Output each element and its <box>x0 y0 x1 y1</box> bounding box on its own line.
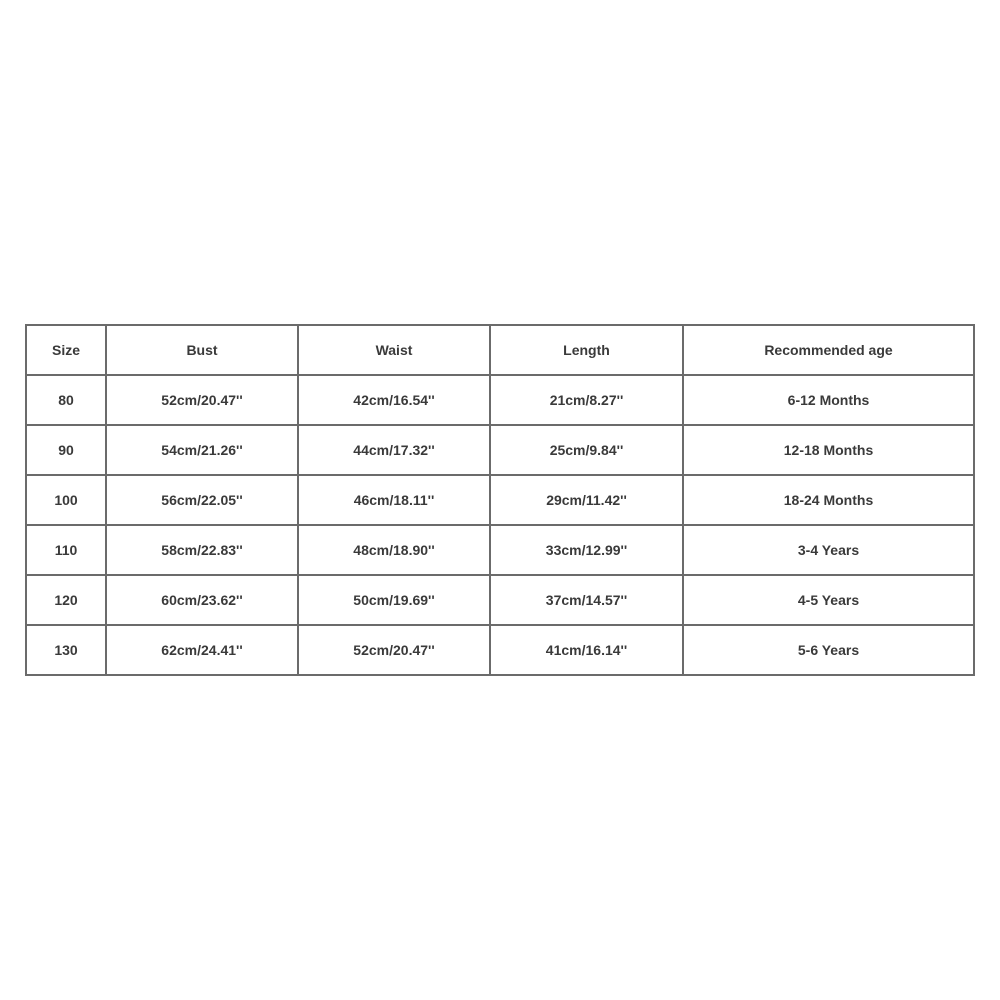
cell-waist: 46cm/18.11'' <box>299 476 491 526</box>
cell-bust: 54cm/21.26'' <box>107 426 299 476</box>
header-size: Size <box>27 326 107 376</box>
cell-size: 110 <box>27 526 107 576</box>
cell-waist: 48cm/18.90'' <box>299 526 491 576</box>
cell-size: 130 <box>27 626 107 676</box>
table-row <box>27 426 975 476</box>
header-row <box>27 326 975 376</box>
header-recommended-age: Recommended age <box>684 326 975 376</box>
cell-recommended-age: 3-4 Years <box>684 526 975 576</box>
header-waist: Waist <box>299 326 491 376</box>
cell-length: 37cm/14.57'' <box>491 576 684 626</box>
cell-waist: 44cm/17.32'' <box>299 426 491 476</box>
size-chart-table <box>25 324 975 676</box>
cell-size: 120 <box>27 576 107 626</box>
table-row <box>27 476 975 526</box>
cell-bust: 60cm/23.62'' <box>107 576 299 626</box>
cell-size: 90 <box>27 426 107 476</box>
cell-bust: 58cm/22.83'' <box>107 526 299 576</box>
cell-waist: 42cm/16.54'' <box>299 376 491 426</box>
header-bust: Bust <box>107 326 299 376</box>
cell-bust: 62cm/24.41'' <box>107 626 299 676</box>
cell-recommended-age: 4-5 Years <box>684 576 975 626</box>
cell-length: 33cm/12.99'' <box>491 526 684 576</box>
cell-waist: 50cm/19.69'' <box>299 576 491 626</box>
cell-length: 41cm/16.14'' <box>491 626 684 676</box>
header-length: Length <box>491 326 684 376</box>
cell-size: 100 <box>27 476 107 526</box>
cell-length: 25cm/9.84'' <box>491 426 684 476</box>
cell-recommended-age: 18-24 Months <box>684 476 975 526</box>
cell-recommended-age: 5-6 Years <box>684 626 975 676</box>
cell-recommended-age: 12-18 Months <box>684 426 975 476</box>
table-row <box>27 626 975 676</box>
cell-waist: 52cm/20.47'' <box>299 626 491 676</box>
table-row <box>27 526 975 576</box>
table-row <box>27 376 975 426</box>
cell-recommended-age: 6-12 Months <box>684 376 975 426</box>
cell-length: 21cm/8.27'' <box>491 376 684 426</box>
cell-size: 80 <box>27 376 107 426</box>
cell-bust: 52cm/20.47'' <box>107 376 299 426</box>
cell-bust: 56cm/22.05'' <box>107 476 299 526</box>
cell-length: 29cm/11.42'' <box>491 476 684 526</box>
table-row <box>27 576 975 626</box>
